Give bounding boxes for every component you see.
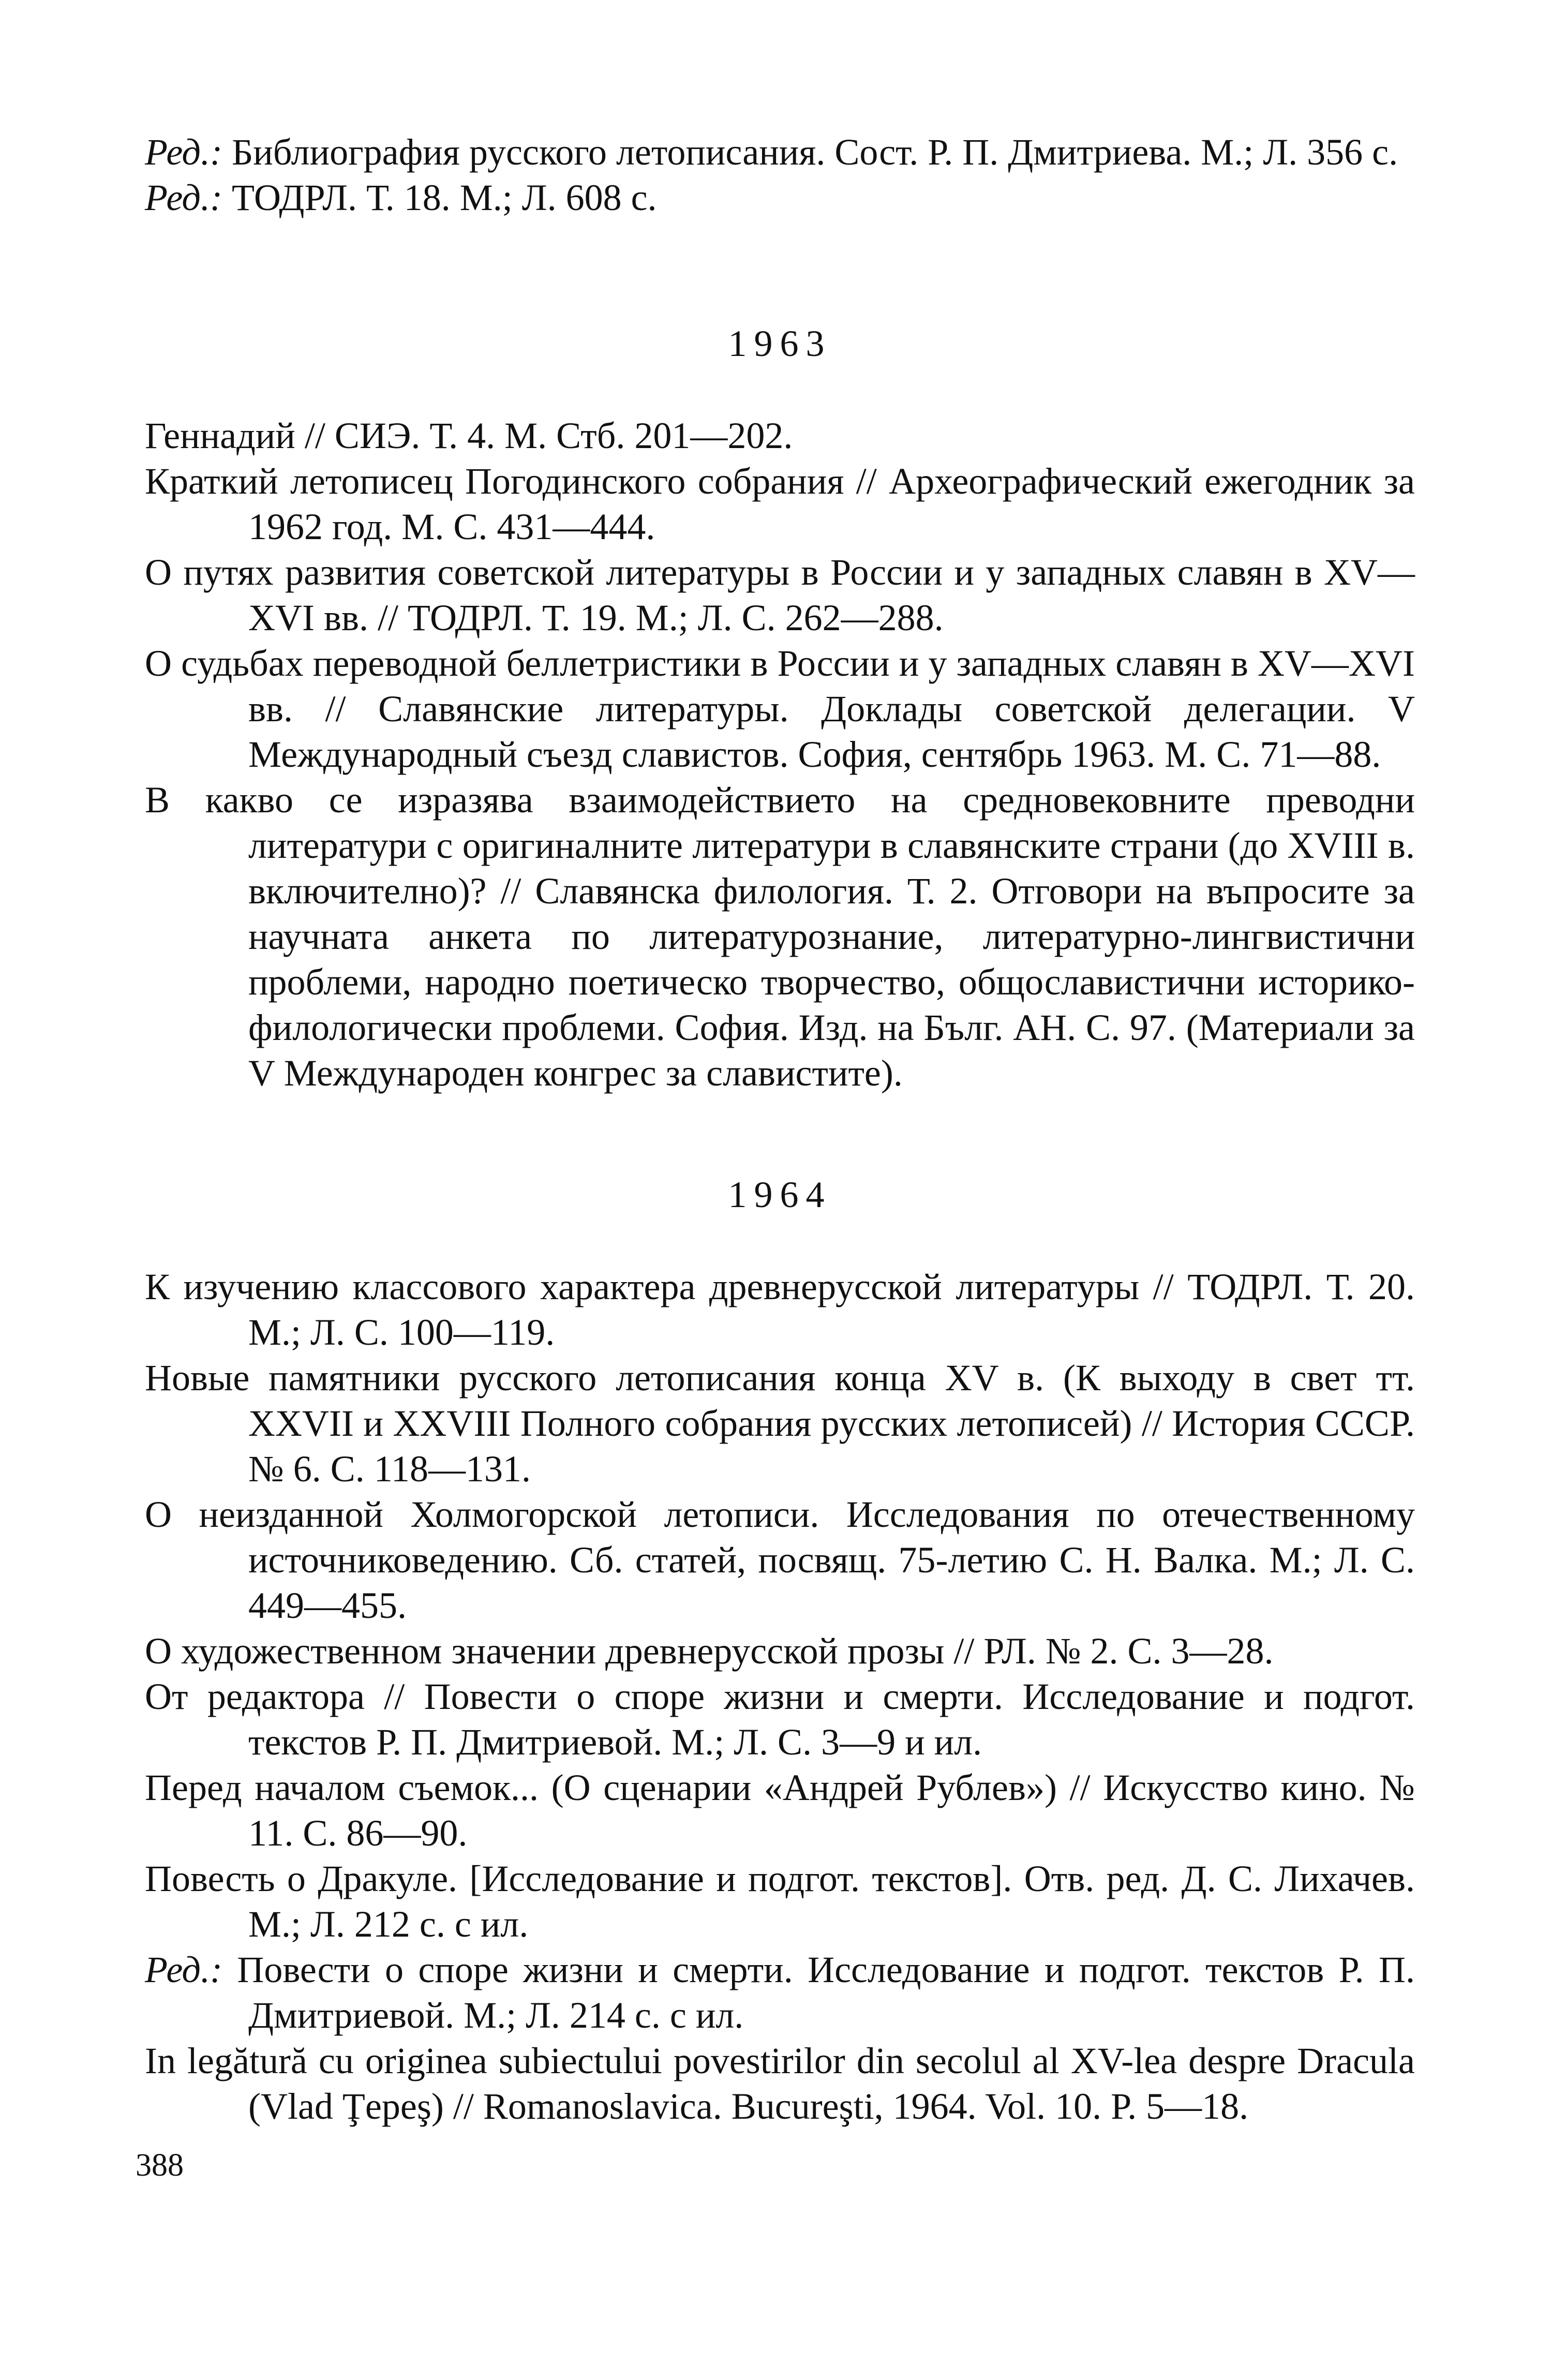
- bib-entry: О путях развития советской литературы в России и у западных славян в XV—XVI вв. // ТОДРЛ. Т. 19. М.; Л. С. 262—288.: [145, 552, 1415, 638]
- editor-label: Ред.:: [145, 177, 222, 218]
- entry-text: Повести о споре жизни и смерти. Исследование и подгот. текстов Р. П. Дмитриевой. М.; Л. 214 с. с ил.: [222, 1949, 1415, 2036]
- bib-entry: В какво се изразява взаимодействието на средновековните преводни литератури с оригиналните литератури в славянските страни (до XVIII в. включително)? // Славянска филология. Т. 2. Отговори на въпросите за научната анкета по литературознание, литературно-лингвистични проблеми, народно поетическо творчество, общославистични историко-филологически проблеми. София. Изд. на Бълг. АН. С. 97. (Материали за V Международен конгрес за славистите).: [145, 779, 1415, 1094]
- bib-entry-0: [145, 129, 1415, 175]
- top-entries: [145, 129, 1415, 220]
- bib-entry: Перед началом съемок... (О сценарии «Андрей Рублев») // Искусство кино. № 11. С. 86—90.: [145, 1767, 1415, 1854]
- year-section-1963: [145, 321, 1415, 1096]
- year-section-1964: [145, 1172, 1415, 2129]
- bib-entry: О художественном значении древнерусской прозы // РЛ. № 2. С. 3—28.: [145, 1630, 1274, 1672]
- bib-entry-1: [145, 175, 1415, 220]
- bib-entry: Повесть о Дракуле. [Исследование и подгот. текстов]. Отв. ред. Д. С. Лихачев. М.; Л. 212 с. с ил.: [145, 1858, 1415, 1945]
- bib-entry: Геннадий // СИЭ. Т. 4. М. Стб. 201—202.: [145, 415, 793, 456]
- bib-entry: In legătură cu originea subiectului povestirilor din secolul al XV-lea despre Dracula (Vlad Ţepeş) // Romanoslavica. Bucureşti, 1964. Vol. 10. P. 5—18.: [145, 2040, 1415, 2127]
- editor-label: Ред.:: [145, 131, 222, 173]
- bib-entry: Краткий летописец Погодинского собрания // Археографический ежегодник за 1962 год. М. С. 431—444.: [145, 460, 1415, 547]
- bib-entry: Новые памятники русского летописания конца XV в. (К выходу в свет тт. XXVII и XXVIII Полного собрания русских летописей) // История СССР. № 6. С. 118—131.: [145, 1357, 1415, 1490]
- page-number: 388: [136, 2148, 184, 2183]
- bib-entry-editor: [145, 1947, 1415, 2038]
- bib-entry: К изучению классового характера древнерусской литературы // ТОДРЛ. Т. 20. М.; Л. С. 100—119.: [145, 1266, 1415, 1353]
- entry-text: Библиография русского летописания. Сост. Р. П. Дмитриева. М.; Л. 356 с.: [222, 131, 1398, 173]
- year-heading: 1964: [728, 1174, 832, 1215]
- entry-text: ТОДРЛ. Т. 18. М.; Л. 608 с.: [222, 177, 657, 218]
- bib-entry: От редактора // Повести о споре жизни и смерти. Исследование и подгот. текстов Р. П. Дмитриевой. М.; Л. С. 3—9 и ил.: [145, 1676, 1415, 1763]
- year-heading: 1963: [728, 323, 832, 364]
- bib-entry: О неизданной Холмогорской летописи. Исследования по отечественному источниковедению. Сб. статей, посвящ. 75-летию С. Н. Валка. М.; Л. С. 449—455.: [145, 1494, 1415, 1626]
- bib-entry: О судьбах переводной беллетристики в России и у западных славян в XV—XVI вв. // Славянские литературы. Доклады советской делегации. V Международный съезд славистов. София, сентябрь 1963. М. С. 71—88.: [145, 643, 1415, 775]
- editor-label: Ред.:: [145, 1949, 222, 1990]
